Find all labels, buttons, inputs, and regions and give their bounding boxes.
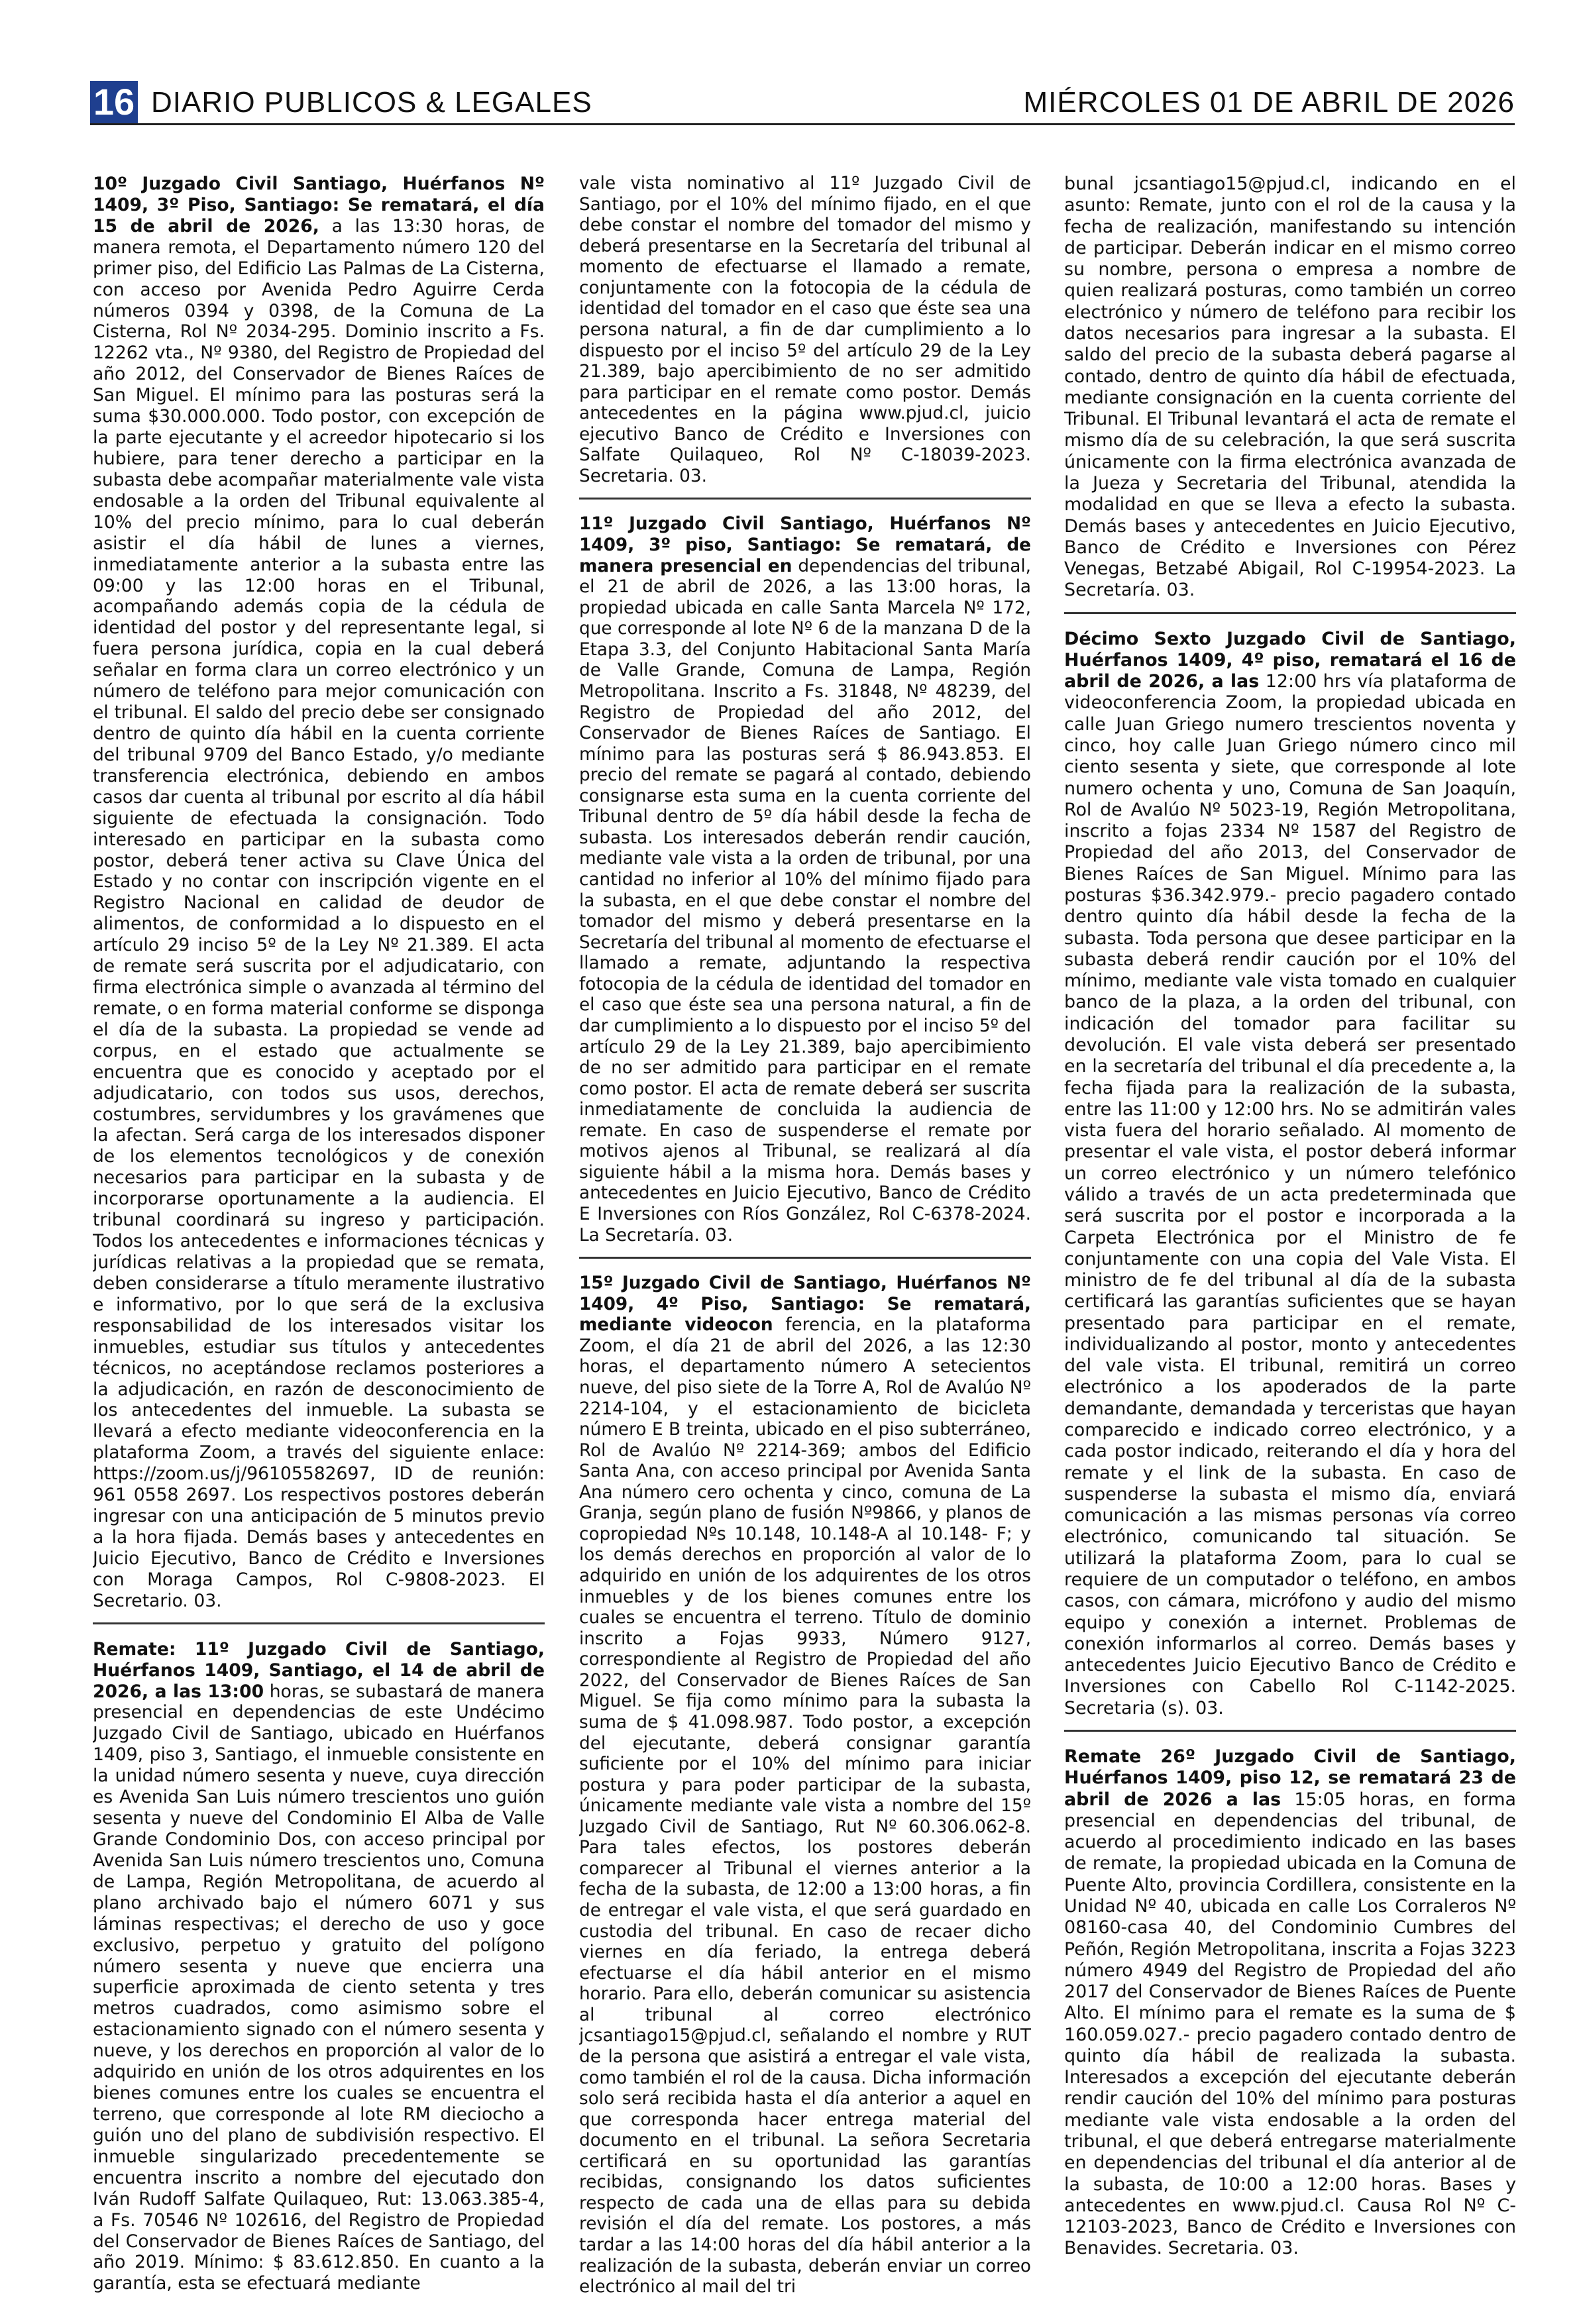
notice-heading: 15º Juzgado Civil de Santiago, Huérfanos Nº 1409, 4º Piso, Santiago: Se rematará, mediante videocon <box>579 1273 1031 1336</box>
notice-body: bunal jcsantiago15@pjud.cl, indicando en el asunto: Remate, junto con el rol de la causa y la fecha de realización, manifestando su intención de participar. Deberán indicar en el mismo correo su nombre, persona o empresa a nombre de quien realizará posturas, como también un correo electrónico y número de teléfono para recibir los datos necesarios para ingresar a la subasta. El saldo del precio de la subasta deberá pagarse al contado, dentro de quinto día hábil de efectuada, mediante consignación en la cuenta corriente del Tribunal. El Tribunal levantará el acta de remate el mismo día de su celebración, la que será suscrita únicamente con la firma electrónica avanzada de la Jueza y Secretaria del Tribunal, atendida la modalidad en que se lleva a efecto la subasta. Demás bases y antecedentes en Juicio Ejecutivo, Banco de Crédito e Inversiones con Pérez Venegas, Betzabé Abigail, Rol C-19954-2023. La Secretaría. 03. <box>1064 174 1516 601</box>
notice-body: 15:05 horas, en forma presencial en dependencias del tribunal, de acuerdo al procedimiento indicado en las bases de remate, la propiedad ubicada en la Comuna de Puente Alto, provincia Cordillera, consistente en la Unidad Nº 40, ubicada en calle Los Corraleros Nº 08160-casa 40, del Condominio Cumbres del Peñón, Región Metropolitana, inscrita a Fojas 3223 número 4949 del Registro de Propiedad del año 2017 del Conservador de Bienes Raíces de Puente Alto. El mínimo para el remate es la suma de $ 160.059.027.- precio pagadero contado dentro de quinto día hábil de realizada la subasta. Interesados a excepción del ejecutante deberán rendir caución del 10% del mínimo para posturas mediante vale vista endosable a la orden del tribunal, el que deberá entregarse materialmente en dependencias del tribunal el día anterior al de la subasta, de 10:00 a 12:00 horas. Bases y antecedentes en www.pjud.cl. Causa Rol Nº C-12103-2023, Banco de Crédito e Inversiones con Benavides. Secretaria. 03. <box>1064 1789 1516 2259</box>
column-3 <box>1064 174 1516 2298</box>
notice-body: horas, se subastará de manera presencial en dependencias de este Undécimo Juzgado Civil de Santiago, ubicado en Huérfanos 1409, piso 3, Santiago, el inmueble consistente en la unidad número sesenta y nueve, cuya dirección es Avenida San Luis número trescientos uno guión sesenta y nueve del Condominio El Alba de Valle Grande Condominio Dos, con acceso principal por Avenida San Luis número trescientos uno, Comuna de Lampa, Región Metropolitana, de acuerdo al plano archivado bajo el número 6071 y sus láminas respectivas; el derecho de uso y goce exclusivo, perpetuo y gratuito del polígono número sesenta y nueve que encierra una superficie aproximada de ciento setenta y tres metros cuadrados, como asimismo sobre el estacionamiento signado con el número sesenta y nueve, y los derechos en proporción al valor de lo adquirido en unión de los otros adquirentes en los bienes comunes entre los cuales se encuentra el terreno, que corresponde al lote RM dieciocho a guión uno del plano de subdivisión respectivo. El inmueble singularizado precedentemente se encuentra inscrito a nombre del ejecutado don Iván Rudoff Salfate Quilaqueo, Rut: 13.063.385-4, a Fs. 70546 Nº 102616, del Registro de Propiedad del Conservador de Bienes Raíces de Santiago, del año 2019. Mínimo: $ 83.612.850. En cuanto a la garantía, esta se efectuará mediante <box>93 1681 545 2294</box>
notice-body: a las 13:30 horas, de manera remota, el Departamento número 120 del primer piso, del Edificio Las Palmas de La Cisterna, con acceso por Avenida Pedro Aguirre Cerda números 0394 y 0398, de la Comuna de La Cisterna, Rol Nº 2034-295. Dominio inscrito a Fs. 12262 vta., Nº 9380, del Registro de Propiedad del año 2012, del Conservador de Bienes Raíces de San Miguel. El mínimo para las posturas será la suma $30.000.000. Todo postor, con excepción de la parte ejecutante y el acreedor hipotecario si los hubiere, para tener derecho a participar en la subasta debe acompañar materialmente vale vista endosable a la orden del Tribunal equivalente al 10% del precio mínimo, para lo cual deberán asistir el día hábil de lunes a viernes, inmediatamente anterior a la subasta entre las 09:00 y las 12:00 horas en el Tribunal, acompañando además copia de la cédula de identidad del postor y del representante legal, si fuera persona jurídica, copia en la cual deberá señalar en forma clara un correo electrónico y un número de teléfono para mejor comunicación con el tribunal. El saldo del precio debe ser consignado dentro de quinto día hábil en la cuenta corriente del tribunal 9709 del Banco Estado, y/o mediante transferencia electrónica, debiendo en ambos casos dar cuenta al tribunal por escrito al día hábil siguiente de efectuada la consignación. Todo interesado en participar en la subasta como postor, deberá tener activa su Clave Única del Estado y no contar con inscripción vigente en el Registro Nacional en calidad de deudor de alimentos, de conformidad a lo dispuesto en el artículo 29 inciso 5º de la Ley Nº 21.389. El acta de remate será suscrita por el adjudicatario, con firma electrónica simple o avanzada al término del remate, o en forma material conforme se disponga el día de la subasta. La propiedad se vende ad corpus, en el estado que actualmente se encuentra que es conocido y aceptado por el adjudicatario, con todos sus usos, derechos, costumbres, servidumbres y los gravámenes que la afectan. Será carga de los interesados disponer de los elementos tecnológicos y de conexión necesarios para participar en la subasta y de incorporarse oportunamente a la audiencia. El tribunal coordinará su ingreso y participación. Todos los antecedentes e informaciones técnicas y jurídicas relativas a la propiedad que se remata, deben considerarse a título meramente ilustrativo e informativo, por lo que será de la exclusiva responsabilidad de los interesados visitar los inmuebles, estudiar sus títulos y antecedentes técnicos, no aceptándose reclamos posteriores a la adjudicación, en razón de desconocimiento de los antecedentes del inmueble. La subasta se llevará a efecto mediante videoconferencia en la plataforma Zoom, a través del siguiente enlace: https://zoom.us/j/96105582697, ID de reunión: 961 0558 2697. Los respectivos postores deberán ingresar con una anticipación de 5 minutos previo a la hora fijada. Demás bases y antecedentes en Juicio Ejecutivo, Banco de Crédito e Inversiones con Moraga Campos, Rol C-9808-2023. El Secretario. 03. <box>93 215 545 1611</box>
notice-heading: Remate 26º Juzgado Civil de Santiago, Huérfanos 1409, piso 12, se rematará 23 de abril de 2026 a las <box>1064 1746 1516 1810</box>
notice-body: dependencias del tribunal, el 21 de abril de 2026, a las 13:00 horas, la propiedad ubicada en calle Santa Marcela Nº 172, que corresponde al lote Nº 6 de la manzana D de la Etapa 3.3, del Conjunto Habitacional Santa María de Valle Grande, Comuna de Lampa, Región Metropolitana. Inscrito a Fs. 31848, Nº 48239, del Registro de Propiedad del año 2012, del Conservador de Bienes Raíces de Santiago. El mínimo para las posturas será $ 86.943.853. El precio del remate se pagará al contado, debiendo consignarse esta suma en la cuenta corriente del Tribunal dentro de 5º día hábil desde la fecha de subasta. Los interesados deberán rendir caución, mediante vale vista a la orden de tribunal, por una cantidad no inferior al 10% del mínimo fijado para la subasta, en el que debe constar el nombre del tomador del mismo y deberá presentarse en la Secretaría del tribunal al momento de efectuarse el llamado a remate, adjuntando la respectiva fotocopia de la cédula de identidad del tomador en el caso que éste sea una persona natural, a fin de dar cumplimiento a lo dispuesto por el inciso 5º del artículo 29 de la Ley 21.389, bajo apercibimiento de no ser admitido para participar en el remate como postor. El acta de remate deberá ser suscrita inmediatamente de concluida la audiencia de remate. En caso de suspenderse el remate por motivos ajenos al Tribunal, se realizará al día siguiente hábil a la misma hora. Demás bases y antecedentes en Juicio Ejecutivo, Banco de Crédito E Inversiones con Ríos González, Rol C-6378-2024. La Secretaría. 03. <box>579 556 1031 1245</box>
publication-date: MIÉRCOLES 01 DE ABRIL DE 2026 <box>1023 86 1515 119</box>
notice-body: vale vista nominativo al 11º Juzgado Civil de Santiago, por el 10% del mínimo fijado, en el que debe constar el nombre del tomador del mismo y deberá presentarse en la Secretaría del tribunal al momento de efectuarse el llamado a remate, conjuntamente con la fotocopia de la cédula de identidad del tomador en el caso que éste sea una persona natural, a fin de dar cumplimiento a lo dispuesto por el inciso 5º del artículo 29 de la Ley 21.389, bajo apercibimiento de no ser admitido para participar en el remate como postor. Demás antecedentes en la página www.pjud.cl, juicio ejecutivo Banco de Crédito e Inversiones con Salfate Quilaqueo, Rol Nº C-18039-2023. Secretaria. 03. <box>579 174 1031 486</box>
notice-body: 12:00 hrs vía plataforma de videoconferencia Zoom, la propiedad ubicada en calle Juan Griego numero trescientos noventa y cinco, hoy calle Juan Griego número cinco mil ciento sesenta y siete, que corresponde al lote numero ochenta y uno, Comuna de San Joaquín, Rol de Avalúo Nº 5023-19, Región Metropolitana, inscrito a fojas 2334 Nº 1587 del Registro de Propiedad del año 2013, del Conservador de Bienes Raíces de San Miguel. Mínimo para las posturas $36.342.979.- precio pagadero contado dentro quinto día hábil desde la fecha de la subasta. Toda persona que desee participar en la subasta deberá rendir caución por el 10% del mínimo, mediante vale vista tomado en cualquier banco de la plaza, a la orden del tribunal, con indicación del tomador para facilitar su devolución. El vale vista deberá ser presentado en la secretaría del tribunal el día precedente a, la fecha fijada para la realización de la subasta, entre las 11:00 y 12:00 hrs. No se admitirán vales vista fuera del horario señalado. Al momento de presentar el vale vista, el postor deberá informar un correo electrónico y un número telefónico válido a través de un acta predeterminada que será suscrita por el postor e incorporada a la Carpeta Electrónica por el Ministro de fe conjuntamente con una copia del Vale Vista. El ministro de fe del tribunal al día de la subasta certificará las garantías suficientes que se hayan presentado para participar en el remate, individualizando al postor, monto y antecedentes del vale vista. El tribunal, remitirá un correo electrónico a los apoderados de la parte demandante, demandada y terceristas que hayan comparecido e indicado correo electrónico, y a cada postor indicado, reiterando el día y hora del remate y el link de la subasta. En caso de suspenderse la subasta el mismo día, enviará comunicación a las mismas personas vía correo electrónico, comunicando tal situación. Se utilizará la plataforma Zoom, para lo cual se requiere de un computador o teléfono, en ambos casos, con cámara, micrófono y audio del mismo equipo y conexión a internet. Problemas de conexión informarlos al correo. Demás bases y antecedentes Juicio Ejecutivo Banco de Crédito e Inversiones con Cabello Rol C-1142-2025. Secretaria (s). 03. <box>1064 671 1516 1718</box>
page-number: 16 <box>90 81 138 123</box>
notice-continuation <box>1064 174 1516 602</box>
notice <box>1064 612 1516 1719</box>
masthead <box>90 79 1515 125</box>
publication-name: DIARIO PUBLICOS & LEGALES <box>151 86 592 119</box>
column-2 <box>579 174 1031 2298</box>
notice <box>93 1622 545 2295</box>
notice <box>579 498 1031 1246</box>
notice-body: ferencia, en la plataforma Zoom, el día 21 de abril del 2026, a las 12:30 horas, el departamento número A setecientos nueve, del piso siete de la Torre A, Rol de Avalúo Nº 2214-104, y el estacionamiento de bicicleta número E B treinta, ubicado en el piso subterráneo, Rol de Avalúo Nº 2214-369; ambos del Edificio Santa Ana, con acceso principal por Avenida Santa Ana número cero ochenta y cinco, comuna de La Granja, según plano de fusión Nº9866, y planos de copropiedad Nºs 10.148, 10.148-A al 10.148- F; y los demás derechos en proporción al valor de lo adquirido en unión de los adquirentes de los otros inmuebles y de los bienes comunes entre los cuales se encuentra el terreno. Título de dominio inscrito a Fojas 9933, Número 9127, correspondiente al Registro de Propiedad del año 2022, del Conservador de Bienes Raíces de San Miguel. Se fija como mínimo para la subasta la suma de $ 41.098.987. Todo postor, a excepción del ejecutante, deberá consignar garantía suficiente por el 10% del mínimo para iniciar postura y para poder participar de la subasta, únicamente mediante vale vista a nombre del 15º Juzgado Civil de Santiago, Rut Nº 60.306.062-8. Para tales efectos, los postores deberán comparecer al Tribunal el viernes anterior a la fecha de la subasta, de 12:00 a 13:00 horas, a fin de entregar el vale vista, el que será guardado en custodia del tribunal. En caso de recaer dicho viernes en día feriado, la entrega deberá efectuarse el día hábil anterior en el mismo horario. Para ello, deberán comunicar su asistencia al tribunal al correo electrónico jcsantiago15@pjud.cl, señalando el nombre y RUT de la persona que asistirá a entregar el vale vista, como también el rol de la causa. Dicha información solo será recibida hasta el día anterior a aquel en que corresponda hacer entrega material del documento en el tribunal. La señora Secretaria certificará en su oportunidad las garantías recibidas, consignando los datos suficientes respecto de cada una de ellas para su debida revisión el día del remate. Los postores, a más tardar a las 14:00 horas del día hábil anterior a la realización de la subasta, deberán enviar un correo electrónico al mail del tri <box>579 1315 1031 2298</box>
notice <box>1064 1730 1516 2260</box>
notice <box>579 1257 1031 2298</box>
notice <box>93 174 545 1612</box>
notice-heading: 10º Juzgado Civil Santiago, Huérfanos Nº 1409, 3º Piso, Santiago: Se rematará, el día 15 de abril de 2026, <box>93 174 545 237</box>
notice-heading: Décimo Sexto Juzgado Civil de Santiago, Huérfanos 1409, 4º piso, rematará el 16 de abril de 2026, a las <box>1064 628 1516 692</box>
notice-continuation <box>579 174 1031 487</box>
notice-heading: Remate: 11º Juzgado Civil de Santiago, Huérfanos 1409, Santiago, el 14 de abril de 2026, a las 13:00 <box>93 1638 545 1702</box>
notice-heading: 11º Juzgado Civil Santiago, Huérfanos Nº 1409, 3º piso, Santiago: Se rematará, de manera presencial en <box>579 514 1031 576</box>
column-1 <box>93 174 545 2298</box>
